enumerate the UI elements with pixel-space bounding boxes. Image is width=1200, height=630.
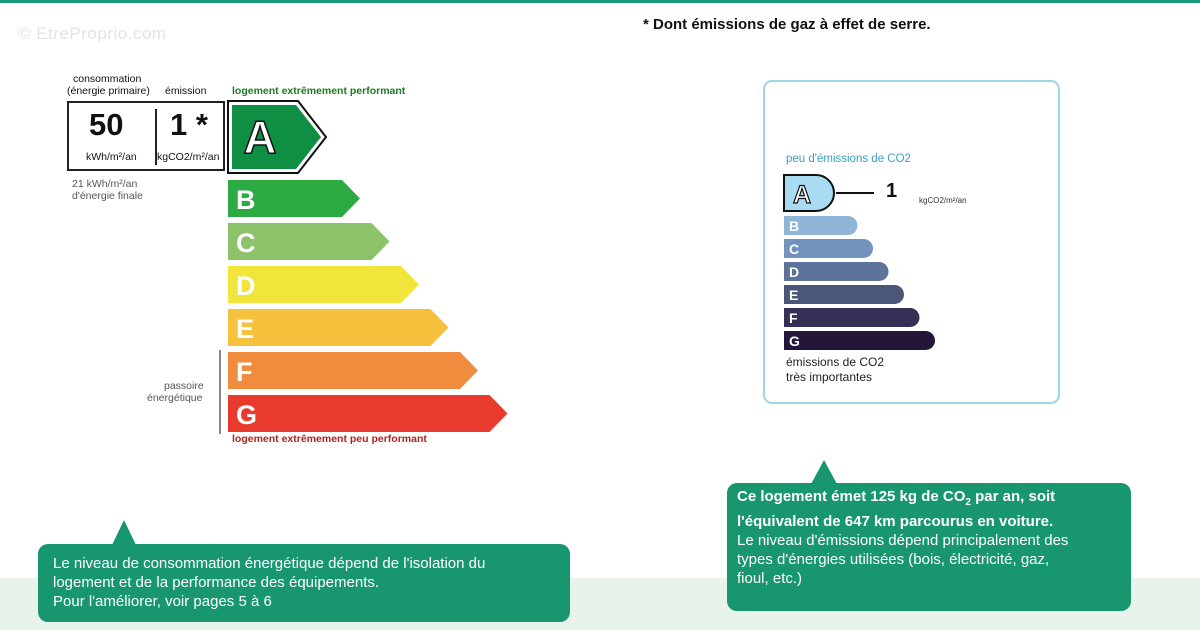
energy-info-line3: Pour l'améliorer, voir pages 5 à 6 <box>53 593 272 610</box>
co2-info-line5: fioul, etc.) <box>737 570 803 587</box>
co2-info-line3: Le niveau d'émissions dépend principalement des <box>737 532 1069 549</box>
co2-bar-c-letter: C <box>789 241 800 257</box>
co2-info-line4: types d'énergies utilisées (bois, électricité, gaz, <box>737 551 1050 568</box>
energy-info-line1: Le niveau de consommation énergétique dépend de l'isolation du <box>53 555 486 572</box>
co2-info-line1-sub: 2 <box>965 497 971 508</box>
co2-bar-g-letter: G <box>789 333 800 349</box>
co2-bar-d-letter: D <box>789 264 800 280</box>
co2-bar-f-letter: F <box>789 310 798 326</box>
co2-value: 1 <box>886 180 898 202</box>
co2-bottom-line2: très importantes <box>786 370 873 384</box>
co2-bar-a-letter: A <box>792 181 812 209</box>
emission-unit: kgCO2/m²/an <box>157 151 220 163</box>
final-energy-line2: d'énergie finale <box>72 190 143 202</box>
co2-info-bubble <box>727 483 1131 611</box>
co2-info-line2: l'équivalent de 647 km parcourus en voiture. <box>737 513 1054 530</box>
bubble-left-pointer <box>112 520 136 545</box>
energy-arrow-d-letter: D <box>236 271 256 301</box>
emission-header: émission <box>165 85 207 97</box>
energy-arrow-a-letter: A <box>243 111 277 163</box>
co2-title: peu d'émissions de CO2 <box>786 153 911 165</box>
final-energy-line1: 21 kWh/m²/an <box>72 178 138 190</box>
energy-info-line2: logement et de la performance des équipements. <box>53 574 380 591</box>
co2-bottom-line1: émissions de CO2 <box>786 355 885 369</box>
co2-unit: kgCO2/m²/an <box>919 196 967 205</box>
watermark: © EtreProprio.com <box>18 24 167 43</box>
consumption-header-line2: (énergie primaire) <box>67 85 150 97</box>
energy-arrow-e-letter: E <box>236 314 255 344</box>
ghg-footnote: * Dont émissions de gaz à effet de serre. <box>643 16 931 33</box>
co2-bar-e-letter: E <box>789 287 799 303</box>
passoire-line1: passoire <box>164 380 204 392</box>
energy-arrow-b-letter: B <box>236 185 256 215</box>
co2-bar-b-letter: B <box>789 218 800 234</box>
energy-arrow-g-letter: G <box>236 400 258 430</box>
co2-info-line1-b: par an, soit <box>970 488 1056 505</box>
co2-info-line1-a: Ce logement émet 125 kg de CO <box>737 488 966 505</box>
energy-arrow-c-letter: C <box>236 228 256 258</box>
bubble-right-pointer <box>811 460 837 484</box>
consumption-header-line1: consommation <box>73 73 142 85</box>
energy-arrow-f-letter: F <box>236 357 253 387</box>
bottom-performance-label: logement extrêmement peu performant <box>232 433 427 445</box>
top-performance-label: logement extrêmement performant <box>232 85 406 97</box>
co2-info-line1 <box>737 487 1121 512</box>
energy-info-bubble <box>38 544 570 622</box>
emission-value: 1 * <box>170 107 208 142</box>
passoire-line2: énergétique <box>147 392 203 404</box>
consumption-value: 50 <box>89 107 124 142</box>
consumption-unit: kWh/m²/an <box>86 151 137 163</box>
